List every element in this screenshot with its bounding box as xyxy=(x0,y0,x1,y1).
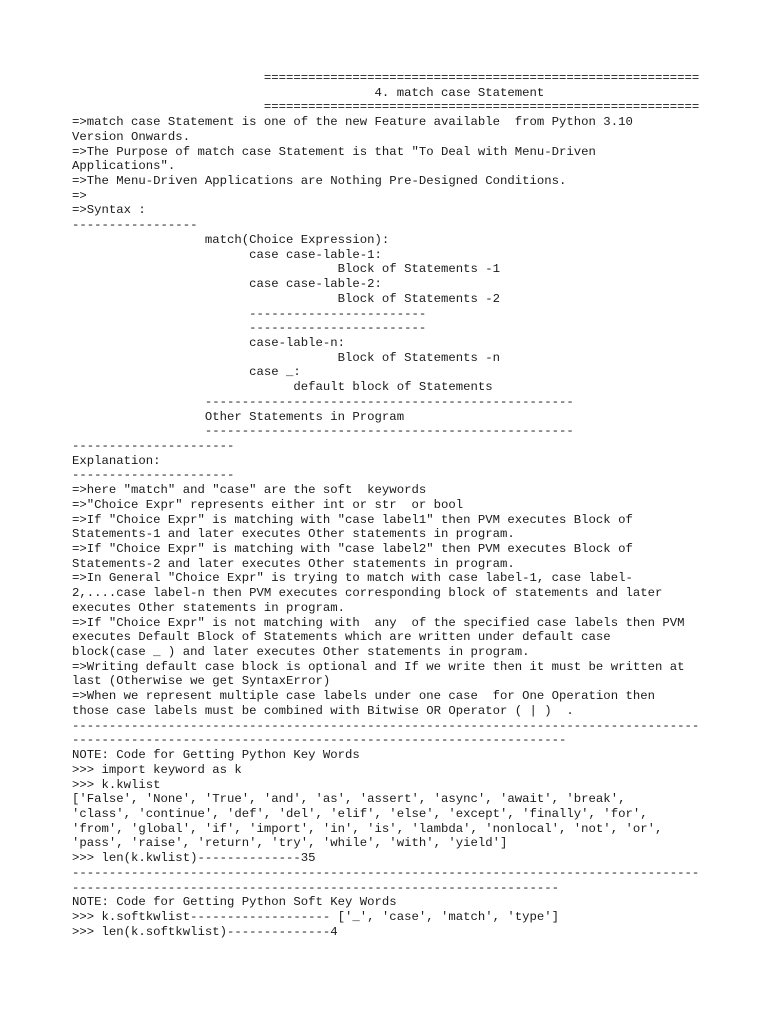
document-line: =>In General "Choice Expr" is trying to match with case label-1, case label- xyxy=(72,571,633,586)
document-line: ------------------------------------------------------------------- xyxy=(72,733,567,748)
document-line: => xyxy=(72,188,87,203)
document-line: Block of Statements -2 xyxy=(72,291,501,306)
document-line: Block of Statements -1 xyxy=(72,262,501,277)
document-line: last (Otherwise we get SyntaxError) xyxy=(72,674,331,689)
document-line: ------------------------ xyxy=(72,321,427,336)
document-line: executes Other statements in program. xyxy=(72,600,346,615)
document-line: =>If "Choice Expr" is matching with "case label2" then PVM executes Block of xyxy=(72,542,633,556)
document-line: >>> import keyword as k xyxy=(72,762,242,777)
document-line: 'pass', 'raise', 'return', 'try', 'while', 'with', 'yield'] xyxy=(72,836,508,851)
document-line: block(case _ ) and later executes Other statements in program. xyxy=(72,645,530,660)
document-line: ------------------------ xyxy=(72,306,427,321)
document-line: =>here "match" and "case" are the soft keywords xyxy=(72,483,427,498)
document-line: default block of Statements xyxy=(72,380,493,395)
document-line: >>> k.kwlist xyxy=(72,777,161,792)
document-line: match(Choice Expression): xyxy=(72,232,390,247)
document-line: =>"Choice Expr" represents either int or str or bool xyxy=(72,497,464,512)
document-line: Statements-2 and later executes Other statements in program. xyxy=(72,556,515,571)
document-line: 'from', 'global', 'if', 'import', 'in', 'is', 'lambda', 'nonlocal', 'not', 'or', xyxy=(72,821,663,836)
document-line: case _: xyxy=(72,365,301,380)
document-line: case case-lable-2: xyxy=(72,277,382,292)
document-line: those case labels must be combined with Bitwise OR Operator ( | ) . xyxy=(72,703,574,718)
document-line: >>> k.softkwlist------------------- ['_', 'case', 'match', 'type'] xyxy=(72,909,560,924)
document-line: =>The Purpose of match case Statement is that "To Deal with Menu-Driven xyxy=(72,144,596,159)
document-line: =========================================================== xyxy=(72,71,700,85)
document-line: ---------------------- xyxy=(72,468,235,483)
document-line: ----------------- xyxy=(72,218,198,233)
document-line: Explanation: xyxy=(72,453,161,468)
document-line: Applications". xyxy=(72,159,176,174)
document-line: =>If "Choice Expr" is not matching with any of the specified case labels then PVM xyxy=(72,615,685,630)
document-line: ['False', 'None', 'True', 'and', 'as', 'assert', 'async', 'await', 'break', xyxy=(72,792,626,807)
document-line: >>> len(k.kwlist)--------------35 xyxy=(72,851,316,866)
document-line: ------------------------------------------------------------------------------------- xyxy=(72,718,700,733)
document-line: 2,....case label-n then PVM executes corresponding block of statements and later xyxy=(72,586,663,601)
document-line: -------------------------------------------------- xyxy=(72,424,574,439)
document-line: ---------------------- xyxy=(72,438,235,453)
document-line: ------------------------------------------------------------------------------------- xyxy=(72,865,700,880)
document-line: =>Writing default case block is optional and If we write then it must be written at xyxy=(72,659,685,674)
document-page xyxy=(72,71,762,939)
document-line: NOTE: Code for Getting Python Key Words xyxy=(72,748,360,763)
document-line: 4. match case Statement xyxy=(72,85,545,100)
document-line: =>match case Statement is one of the new Feature available from Python 3.10 xyxy=(72,115,633,130)
document-line: ------------------------------------------------------------------ xyxy=(72,880,560,895)
document-line: 'class', 'continue', 'def', 'del', 'elif', 'else', 'except', 'finally', 'for', xyxy=(72,806,648,821)
document-line: >>> len(k.softkwlist)--------------4 xyxy=(72,924,338,939)
document-line: =>When we represent multiple case labels under one case for One Operation then xyxy=(72,689,655,704)
document-line: Version Onwards. xyxy=(72,129,191,144)
document-line: NOTE: Code for Getting Python Soft Key Words xyxy=(72,895,397,910)
document-line: =========================================================== xyxy=(72,100,700,115)
document-line: =>Syntax : xyxy=(72,203,146,218)
document-line: -------------------------------------------------- xyxy=(72,394,574,409)
document-line: =>If "Choice Expr" is matching with "case label1" then PVM executes Block of xyxy=(72,512,633,527)
document-line: =>The Menu-Driven Applications are Nothing Pre-Designed Conditions. xyxy=(72,174,567,189)
document-line: case case-lable-1: xyxy=(72,247,382,262)
document-line: Block of Statements -n xyxy=(72,350,501,365)
document-line: Other Statements in Program xyxy=(72,409,405,424)
document-line: case-lable-n: xyxy=(72,335,346,350)
document-line: executes Default Block of Statements which are written under default case xyxy=(72,630,611,645)
document-line: Statements-1 and later executes Other statements in program. xyxy=(72,527,515,542)
